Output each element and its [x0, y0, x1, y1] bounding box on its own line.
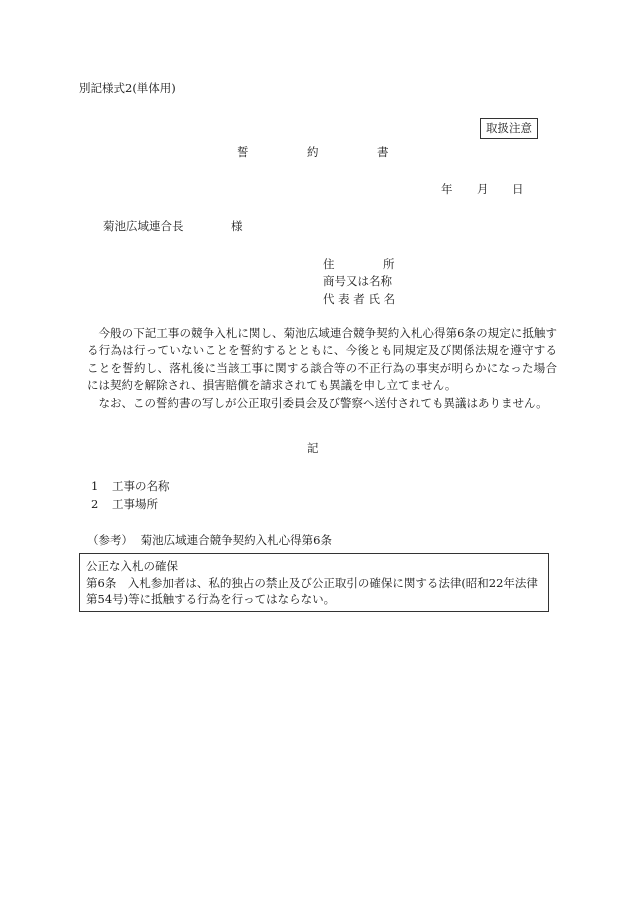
reference-box-heading: 公正な入札の確保: [86, 559, 178, 573]
pledge-paragraph-2: なお、この誓約書の写しが公正取引委員会及び警察へ送付されても異議はありません。: [98, 395, 548, 410]
company-label: 商号又は名称: [323, 274, 392, 288]
title-char-3: 書: [377, 145, 389, 159]
item-label: 工事場所: [111, 497, 158, 511]
handling-badge: 取扱注意: [480, 118, 538, 139]
item-1: [91, 478, 169, 494]
reference-tag: （参考）: [87, 533, 133, 547]
ki-label: 記: [307, 441, 319, 455]
date-day: 日: [512, 182, 524, 196]
pledge-paragraph-1: 今般の下記工事の競争入札に関し、菊池広域連合競争契約入札心得第6条の規定に抵触する行為は行っていないことを誓約するとともに、今後とも同規定及び関係法規を遵守することを誓約し、落札後に当該工事に関する談合等の不正行為の事実が明らかになった場合には契約を解除され、損害賠償を請求されても異議を申し立てません。: [87, 326, 557, 393]
item-2: [91, 496, 158, 512]
addressee-name: 菊池広域連合長: [103, 219, 184, 233]
date-year: 年: [441, 182, 453, 196]
item-number: 2: [91, 497, 99, 511]
reference-box-article: 第6条 入札参加者は、私的独占の禁止及び公正取引の確保に関する法律(昭和22年法律第54号)等に抵触する行為を行ってはならない。: [86, 575, 538, 606]
address-char-1: 住: [323, 257, 335, 271]
item-label: 工事の名称: [111, 479, 170, 493]
pledge-body: [87, 325, 557, 412]
title-char-2: 約: [307, 145, 319, 159]
form-label: 別記様式2(単体用): [79, 81, 176, 95]
title-char-1: 誓: [237, 145, 249, 159]
item-number: 1: [91, 479, 99, 493]
address-char-2: 所: [383, 257, 395, 271]
addressee-honorific: 様: [231, 219, 243, 233]
reference-text: 菊池広域連合競争契約入札心得第6条: [140, 533, 332, 547]
reference-box: [79, 553, 549, 612]
reference-line: [87, 532, 332, 548]
date-month: 月: [477, 182, 489, 196]
representative-label: 代 表 者 氏 名: [323, 292, 396, 306]
